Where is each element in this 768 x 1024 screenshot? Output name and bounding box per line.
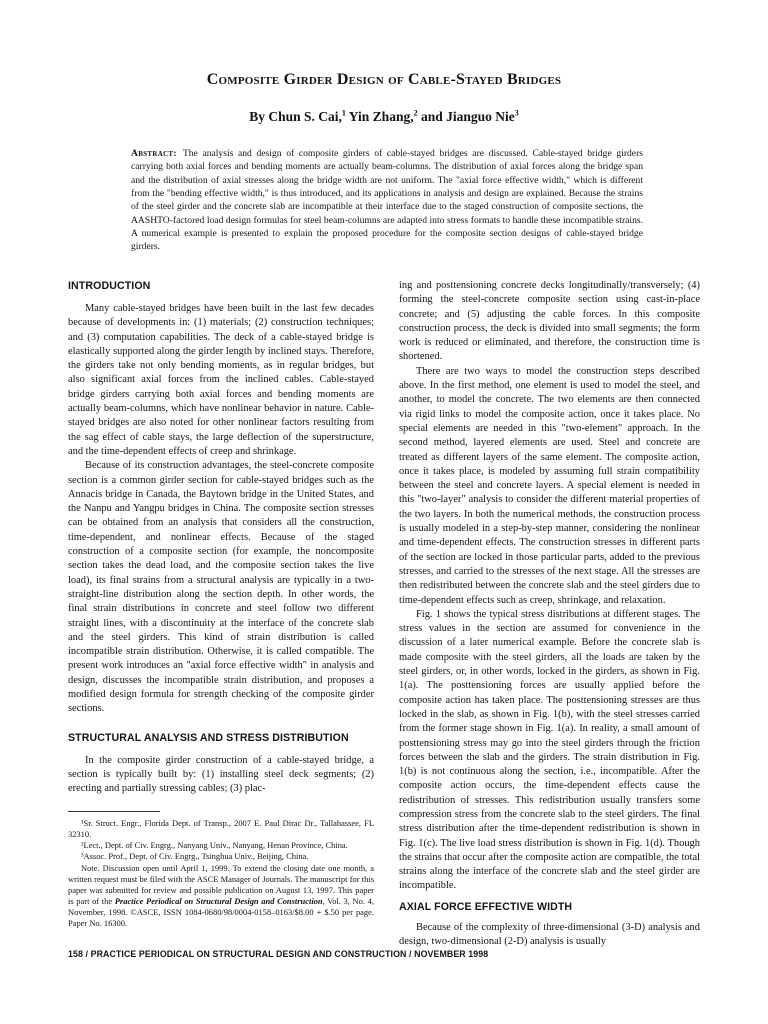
footnote-1: ¹Sr. Struct. Engr., Florida Dept. of Transp., 2007 E. Paul Dirac Dr., Tallahassee, FL 32310. [68, 818, 374, 840]
footnote-3: ³Assoc. Prof., Dept. of Civ. Engrg., Tsinghua Univ., Beijing, China. [81, 851, 309, 862]
abstract-text: The analysis and design of composite girders of cable-stayed bridges are discussed. Cable-stayed bridge girders carrying both axial forces and bending moments are actually beam-columns. The distribution of axial forces along the bridge span and the distribution of axial stresses along the bridge width are not uniform. The "axial force effective width," which is different from the "bending effective width," is thus introduced, and its applications in analysis and design are explained. Because the strains of the steel girder and the concrete slab are incompatible at their interface due to the staged construction of composite sections, the AASHTO-factored load design formulas for steel beam-columns are adapted into stress formats to handle these incompatible strains. A numerical example is presented to explain the proposed procedure for the composite section designs of cable-stayed bridge girders. [131, 148, 643, 253]
paper-title: Composite Girder Design of Cable-Stayed Bridges [206, 71, 562, 88]
modeling-paragraph: There are two ways to model the construction steps described above. In the first method, one element is used to model the steel, and another, to model the concrete. The two elements are then connected via rigid links to model the composite action, once it takes place. No special elements are needed in this "two-element" approach. In the second method, layered elements are used. Steel and concrete are treated as different layers of the same element. The composite action, once it takes place, is modeled by assuming full strain compatibility between the steel and concrete layers. A special element is needed in this "two-layer" analysis to consider the different material properties of the two layers. In both the numerical methods, the construction process is usually modeled in a step-by-step manner, considering the nonlinear and time-dependent effects. The construction stresses in different parts of the section are locked in those particular parts, added to the previous stresses, and carried to the stresses of the next stage. All the stresses are then redistributed between the concrete slab and the steel girders due to time-dependent effects such as creep, shrinkage, and relaxation. [399, 365, 700, 606]
axial-force-paragraph-1: Because of the complexity of three-dimensional (3-D) analysis and design, two-dimensional (2-D) analysis is usually [399, 921, 700, 948]
intro-paragraph-1: Many cable-stayed bridges have been built in the last few decades because of developments in: (1) materials; (2) construction techniques; and (3) computation capabilities. The deck of a cable-stayed bridge is elastically supported along the girder length by inclined stays. Therefore, the girders take not only bending moments, as in regular bridges, but also significant axial forces from the inclined cables. Cable-stayed bridge girders carrying both axial forces and bending moments are actually beam-columns, which have nonlinear behavior in nature. Cable-stayed bridges are also noted for other nonlinear factors resulting from the sag effect of cable stays, the large deflection of the superstructure, and the time-dependent effects of creep and shrinkage. [68, 303, 374, 457]
structural-analysis-heading: STRUCTURAL ANALYSIS AND STRESS DISTRIBUTION [68, 731, 349, 744]
author-1: By Chun S. Cai, [249, 109, 342, 124]
author-line [0, 108, 768, 126]
author-1-footnote-mark: 1 [341, 108, 346, 118]
publication-note-part-2: , Vol. 3, No. 4, November, 1998. ©ASCE, ISSN 1084-0680/98/0004-0158–0163/$8.00 + $.50 per page. Paper No. 16300. [68, 896, 374, 929]
footer-journal-line: / PRACTICE PERIODICAL ON STRUCTURAL DESIGN AND CONSTRUCTION / NOVEMBER 1998 [82, 949, 489, 959]
axial-force-effective-width-heading: AXIAL FORCE EFFECTIVE WIDTH [399, 900, 573, 913]
page-footer [68, 948, 488, 960]
abstract [131, 147, 643, 254]
structural-analysis-paragraph-1: In the composite girder construction of a cable-stayed bridge, a section is typically built by: (1) installing steel deck segments; (2) erecting and partially stressing cables; (3) plac- [68, 754, 374, 795]
journal-name: Practice Periodical on Structural Design and Construction [114, 896, 323, 907]
footnotes [68, 811, 374, 930]
right-column [399, 279, 700, 949]
left-column [68, 279, 374, 797]
author-2: Yin Zhang, [348, 109, 414, 124]
abstract-label: Abstract: [131, 148, 177, 159]
publication-note [68, 863, 374, 930]
author-3: and Jianguo Nie [420, 109, 515, 124]
author-3-footnote-mark: 3 [514, 108, 519, 118]
intro-paragraph-2: Because of its construction advantages, the steel-concrete composite section is a common girder section for cable-stayed bridges such as the Annacis bridge in Canada, the Baytown bridge in the United States, and the Nanpu and Yangpu bridges in China. The composite section stresses can be obtained from an analysis that considers all the construction, time-dependent, and nonlinear effects. Because of the staged construction of a composite section (for example, the noncomposite section takes the dead load, and the composite section takes the live load), its final strains from a structural analysis are typically in a two-straight-line distribution along the section depth. In other words, the final strain distributions in concrete and steel follow two different straight lines, with a discontinuity at the interface of the concrete slab and the steel girders. This kind of strain distribution is called incompatible strain distribution. Otherwise, it is called compatible. The present work introduces an "axial force effective width" in analysis and design, discusses the incompatible strain distribution, and proposes a modified design formula for strength checking of the composite girder sections. [68, 460, 374, 715]
footnote-rule [68, 811, 160, 812]
publication-note-part-1: Note. Discussion open until April 1, 1999. To extend the closing date one month, a written request must be filed with the ASCE Manager of Journals. The manuscript for this paper was submitted for review and possible publication on August 13, 1997. This paper is part of the [68, 862, 374, 907]
page-number: 158 [68, 949, 83, 959]
author-2-footnote-mark: 2 [413, 108, 418, 118]
fig1-paragraph: Fig. 1 shows the typical stress distributions at different stages. The stress values in the section are assumed for convenience in the discussion of a later numerical example. Before the concrete slab is made composite with the steel girders, all the loads are taken by the steel girders, or, in other words, locked in the girders, as shown in Fig. 1(a). The posttensioning forces are usually applied before the composite action has taken place. The posttensioning stresses are thus locked in the slab, as shown in Fig. 1(b), with the steel stresses carried from the former stage shown in Fig. 1(a). In reality, a small amount of posttensioning stress may go into the steel girders through the friction forces between the slab and the girders. The strain distribution in Fig. 1(b) is not continuous along the section, i.e., incompatible. After the composite action occurs, the time-dependent effects cause the redistribution of stresses. This redistribution usually transfers some compression stress from the concrete slab to the steel girders. The final stress distribution after the time-dependent redistribution is shown in Fig. 1(c). The live load stress distribution is shown in Fig. 1(d). Though the strains that occur after the composite action are compatible, the total strains along the interface of the concrete slab and the steel girder are incompatible. [399, 608, 700, 892]
footnote-2: ²Lect., Dept. of Civ. Engrg., Nanyang Univ., Nanyang, Henan Province, China. [81, 840, 348, 851]
introduction-heading: INTRODUCTION [68, 280, 151, 292]
continued-paragraph: ing and posttensioning concrete decks longitudinally/transversely; (4) forming the steel-concrete composite section using cast-in-place concrete; and (5) adjusting the cable forces. In this composite construction process, the deck is divided into small segments; the form work is reduced or eliminated, and therefore, the construction time is shortened. [399, 280, 700, 363]
